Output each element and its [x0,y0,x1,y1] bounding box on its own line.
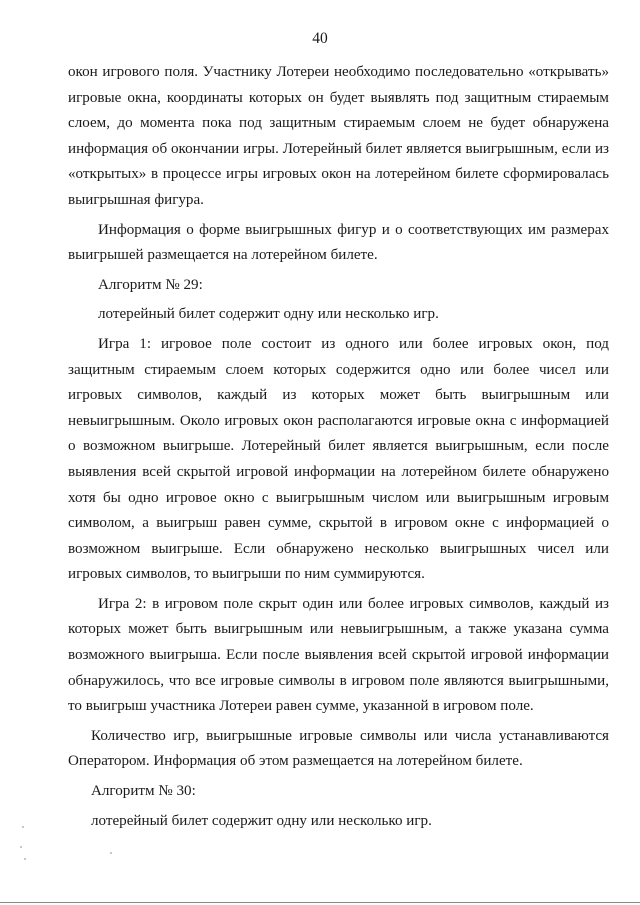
paragraph-1: окон игрового поля. Участнику Лотереи необходимо последовательно «открывать» игровые окна, координаты которых он будет выявлять под защитным стираемым слоем, до момента пока под защитным стираемым слоем не будет обнаружена информация об окончании игры. Лотерейный билет является выигрышным, если из «открытых» в процессе игры игровых окон на лотерейном билете сформировалась выигрышная фигура. [68,64,609,208]
game-1-paragraph: Игра 1: игровое поле состоит из одного или более игровых окон, под защитным стираемым слоем которых содержится одно или более чисел или игровых символов, каждый из которых может быть выигрышным или невыигрышным. Около игровых окон располагаются игровые окна с информацией о возможном выигрыше. Лотерейный билет является выигрышным, если после выявления всей скрытой игровой информации на лотерейном билете обнаружено хотя бы одно игровое окно с выигрышным числом или выигрышным игровым символом, а выигрыш равен сумме, скрытой в игровом окне с информацией о возможном выигрыше. Если обнаружено несколько выигрышных чисел или игровых символов, то выигрыши по ним суммируются. [68,335,609,583]
page-bottom-edge [0,902,640,903]
algorithm-29-heading: Алгоритм № 29: [98,276,203,293]
paragraph-4: лотерейный билет содержит одну или несколько игр. [98,306,439,323]
scan-artifact [24,858,26,860]
page-body [68,60,609,834]
page-number: 40 [312,30,328,47]
scan-artifact [22,826,24,828]
paragraph-9: лотерейный билет содержит одну или несколько игр. [91,812,432,829]
scan-artifact [110,852,112,854]
paragraph-2: Информация о форме выигрышных фигур и о соответствующих им размерах выигрышей размещается на лотерейном билете. [68,221,609,264]
game-2-paragraph: Игра 2: в игровом поле скрыт один или более игровых символов, каждый из которых может быть выигрышным или невыигрышным, а также указана сумма возможного выигрыша. Если после выявления всей скрытой игровой информации обнаружилось, что все игровые символы в игровом поле являются выигрышными, то выигрыш участника Лотереи равен сумме, указанной в игровом поле. [68,595,609,715]
scan-artifact [20,846,22,848]
algorithm-30-heading: Алгоритм № 30: [91,783,196,800]
paragraph-7: Количество игр, выигрышные игровые символы или числа устанавливаются Оператором. Информация об этом размещается на лотерейном билете. [68,727,609,770]
